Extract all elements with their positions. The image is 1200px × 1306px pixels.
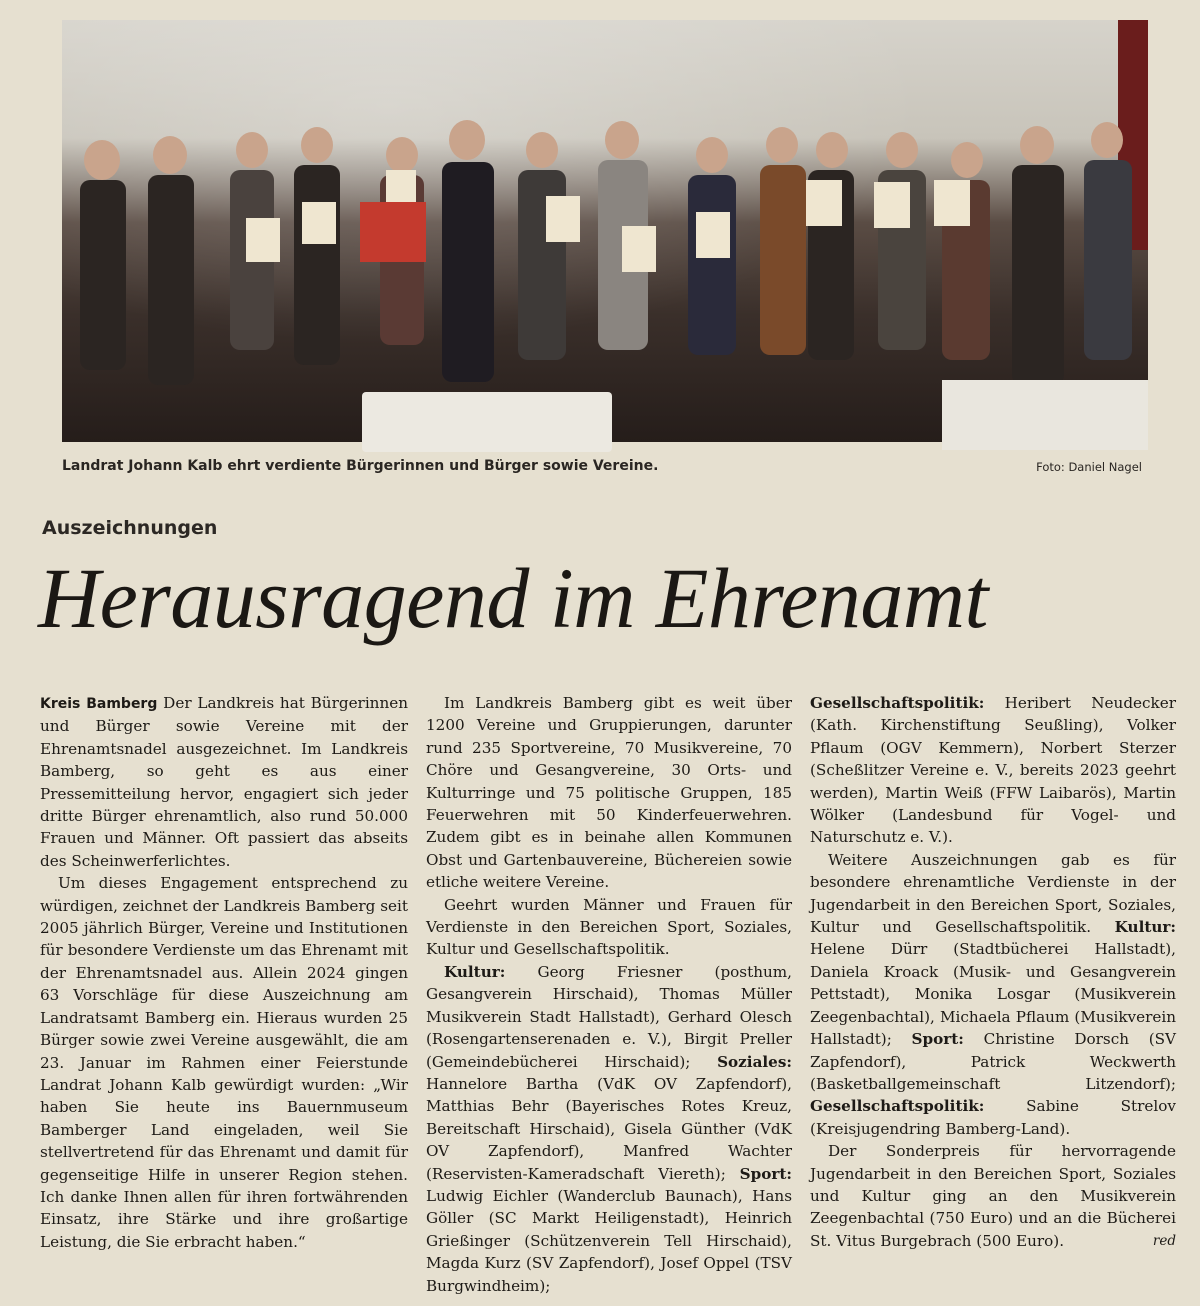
honorees-list-continued: [810, 692, 1176, 849]
list-gesellschaft: Heribert Neudecker (Kath. Kirchenstiftung Seußling), Volker Pflaum (OGV Kemmern), Norbert Sterzer (Scheßlitzer Vereine e. V., bereits 2023 geehrt werden), Martin Weiß (FFW Laibarös), Martin Wölker (Landesbund für Vogel- und Naturschutz e. V.).: [810, 694, 1176, 847]
label-sport: Sport:: [739, 1164, 792, 1183]
label-gesellschaft-youth: Gesellschaftspolitik:: [810, 1097, 985, 1116]
list-sport-youth: Christine Dorsch (SV Zapfendorf), Patrick Weckwerth (Basketballgemeinschaft Litzendorf);: [810, 1030, 1176, 1093]
label-kultur-youth: Kultur:: [1114, 918, 1176, 937]
list-kultur-youth: Helene Dürr (Stadtbücherei Hallstadt), Daniela Kroack (Musik- und Gesangverein Pettstadt), Monika Losgar (Musikverein Zeegenbachtal), Michaela Pflaum (Musikverein Hallstadt);: [810, 940, 1176, 1049]
paragraph-5: Weitere Auszeichnungen gab es für besondere ehrenamtliche Verdienste in der Jugendarbeit in den Bereichen Sport, Soziales, Kultur und Gesellschaftspolitik.: [810, 850, 1176, 937]
photo-caption: Landrat Johann Kalb ehrt verdiente Bürgerinnen und Bürger sowie Vereine.: [62, 458, 659, 474]
list-sport: Ludwig Eichler (Wanderclub Baunach), Hans Göller (SC Markt Heiligenstadt), Heinrich Grießinger (Schützenverein Tell Hirschaid), Magda Kurz (SV Zapfendorf), Josef Oppel (TSV Burgwindheim);: [426, 1186, 792, 1295]
column-3: [810, 692, 1176, 1282]
photo-table-right: [942, 380, 1148, 450]
paragraph-6-text: Der Sonderpreis für hervorragende Jugendarbeit in den Bereichen Sport, Soziales und Kultur ging an den Musikverein Zeegenbachtal (750 Euro) und an die Bücherei St. Vitus Burgebrach (500 Euro).: [810, 1142, 1176, 1250]
column-1: [40, 692, 408, 1282]
photo-table: [362, 392, 612, 452]
list-gesellschaft-youth: Sabine Strelov (Kreisjugendring Bamberg-Land).: [810, 1097, 1176, 1138]
paragraph-1-text: Der Landkreis hat Bürgerinnen und Bürger sowie Vereine mit der Ehrenamtsnadel ausgezeichnet. Im Landkreis Bamberg, so geht es aus einer Pressemitteilung hervor, engagiert sich jeder dritte Bürger ehrenamtlich, also rund 50.000 Frauen und Männer. Oft passiert das abseits des Scheinwerferlichtes.: [40, 694, 409, 870]
paragraph-6: [810, 1140, 1176, 1252]
label-sport-youth: Sport:: [911, 1030, 964, 1049]
paragraph-2: Um dieses Engagement entsprechend zu würdigen, zeichnet der Landkreis Bamberg seit 2005 jährlich Bürger, Vereine und Institutionen für besondere Verdienste um das Ehrenamt mit der Ehrenamtsnadel aus. Allein 2024 gingen 63 Vorschläge für diese Auszeichnung am Landratsamt Bamberg ein. Hieraus wurden 25 Bürger sowie zwei Vereine ausgewählt, die am 23. Januar im Rahmen einer Feierstunde Landrat Johann Kalb gewürdigt wurden: „Wir haben Sie heute ins Bauernmuseum Bamberger Land eingeladen, weil Sie stellvertretend für das Ehrenamt und damit für gegenseitige Hilfe in unserer Region stehen. Ich danke Ihnen allen für ihren fortwährenden Einsatz, ihre Stärke und ihre großartige Leistung, die Sie erbracht haben.“: [40, 874, 408, 1251]
lead-location: Kreis Bamberg: [40, 696, 158, 712]
paragraph-4: Geehrt wurden Männer und Frauen für Verdienste in den Bereichen Sport, Soziales, Kultur und Gesellschaftspolitik.: [426, 895, 792, 959]
label-kultur: Kultur:: [444, 962, 506, 981]
honorees-list: [426, 961, 792, 1297]
youth-awards: [810, 849, 1176, 1140]
kicker: Auszeichnungen: [42, 517, 218, 539]
list-soziales: Hannelore Bartha (VdK OV Zapfendorf), Matthias Behr (Bayerisches Rotes Kreuz, Bereitschaft Hirschaid), Gisela Günther (VdK OV Zapfendorf), Manfred Wachter (Reservisten-Kameradschaft Viereth);: [426, 1074, 792, 1183]
paragraph-3: Im Landkreis Bamberg gibt es weit über 1200 Vereine und Gruppierungen, darunter rund 235 Sportvereine, 70 Musikvereine, 70 Chöre und Gesangvereine, 30 Orts- und Kulturringe und 75 politische Gruppen, 185 Feuerwehren mit 50 Kinderfeuerwehren. Zudem gibt es in beinahe allen Kommunen Obst und Gartenbauvereine, Büchereien sowie etliche weitere Vereine.: [426, 694, 792, 892]
list-kultur: Georg Friesner (posthum, Gesangverein Hirschaid), Thomas Müller Musikverein Stadt Hallstadt), Gerhard Olesch (Rosengartenserenaden e. V.), Birgit Preller (Gemeindebücherei Hirschaid);: [426, 962, 792, 1071]
paragraph-1: [40, 692, 408, 872]
label-gesellschaft: Gesellschaftspolitik:: [810, 694, 985, 712]
group-photo: [62, 20, 1148, 442]
column-2: [426, 692, 792, 1295]
headline: Herausragend im Ehrenamt: [38, 550, 988, 646]
author-signature: red: [1152, 1232, 1176, 1249]
photo-people: [62, 20, 1148, 442]
label-soziales: Soziales:: [717, 1052, 792, 1071]
photo-credit: Foto: Daniel Nagel: [1036, 460, 1142, 474]
